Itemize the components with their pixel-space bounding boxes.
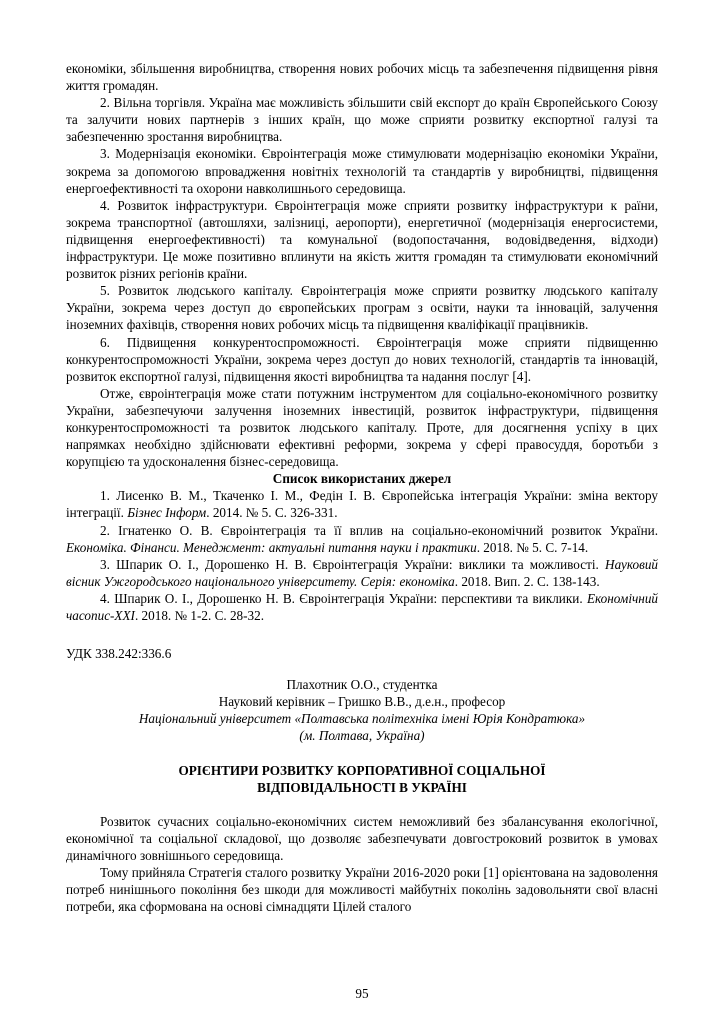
article-author: Плахотник О.О., студентка: [286, 677, 438, 693]
spacer-title: [66, 745, 658, 762]
udk-code: УДК 338.242:336.6: [66, 646, 172, 662]
reference-text-4: Шпарик О. І., Дорошенко Н. В. Євроінтеграція України: перспективи та виклики.: [114, 590, 587, 606]
reference-text-3: Шпарик О. І., Дорошенко Н. В. Євроінтеграція України: виклики та можливості.: [116, 556, 606, 572]
page-number: 95: [355, 986, 369, 1001]
references-section: [66, 470, 658, 624]
article-paragraph-1: Розвиток сучасних соціально-економічних систем неможливий без збалансування екологічної, економічної та соціальної складової, що дозволяє забезпечувати довгостроковий розвиток в умовах динамічного зовнішнього середовища.: [66, 813, 658, 863]
conclusion-paragraph: Отже, євроінтеграція може стати потужним інструментом для соціально-економічного розвитку України, забезпечуючи залучення іноземних інвестицій, розвиток інфраструктури, підвищення конкурентоспроможності та розвиток людського капіталу. Проте, для досягнення успіху в цих напрямках необхідно здійснювати ефективні реформи, зокрема у сфері правосуддя, боротьби з корупцією та удосконалення бізнес-середовища.: [66, 385, 658, 470]
article-paragraph-2: Тому прийняла Стратегія сталого розвитку України 2016-2020 роки [1] орієнтована на задоволення потреб нинішнього покоління без шкоди для можливості майбутніх поколінь задовольняти свої власні потреби, яка сформована на основі сімнадцяти Цілей сталого: [66, 865, 658, 915]
reference-text-1: Лисенко В. М., Ткаченко І. М., Федін І. В. Європейська інтеграція України: зміна вектору інтеграції.: [66, 488, 659, 521]
paragraph-continuation: економіки, збільшення виробництва, створення нових робочих місць та забезпечення підвищення рівня життя громадян.: [66, 61, 658, 94]
spacer: [66, 662, 658, 676]
reference-text-2: Ігнатенко О. В. Євроінтеграція та її вплив на соціально-економічний розвиток України.: [118, 522, 658, 538]
reference-number-1: 1.: [100, 488, 110, 504]
reference-tail-1: . 2014. № 5. С. 326-331.: [206, 505, 338, 521]
reference-tail-2: . 2018. № 5. С. 7-14.: [476, 539, 589, 555]
list-item-3: 3. Модернізація економіки. Євроінтеграція може стимулювати модернізацію економіки України, зокрема за допомогою впровадження новітніх технологій та стандартів у виробництві, підвищення енергоефективності та охорони навколишнього середовища.: [66, 146, 658, 196]
next-article-block: [66, 645, 658, 915]
reference-item-1: [66, 487, 658, 521]
article-title-line-1: ОРІЄНТИРИ РОЗВИТКУ КОРПОРАТИВНОЇ СОЦІАЛЬНОЇ: [178, 762, 546, 778]
references-heading: Список використаних джерел: [272, 471, 452, 487]
reference-item-4: [66, 590, 658, 624]
list-item-4: 4. Розвиток інфраструктури. Євроінтеграція може сприяти розвитку інфраструктури к раїни, зокрема транспортної (автошляхи, залізниці, аеропорти), енергетичної (модернізація енергосистеми, підвищення енергоефективності) та комунальної (водопостачання, водовідведення, відходи) інфраструктури. Це може позитивно вплинути на якість життя громадян та стимулювати економічний розвиток різних регіонів країни.: [66, 197, 658, 282]
reference-tail-3: . 2018. Вип. 2. С. 138-143.: [454, 573, 600, 589]
reference-number-3: 3.: [100, 556, 110, 572]
reference-source-4: Економічний часопис-ХХІ: [66, 590, 659, 623]
reference-number-4: 4.: [100, 590, 110, 606]
reference-source-1: Бізнес Інформ: [127, 505, 207, 521]
main-text-block: [66, 60, 658, 470]
article-title-line-2: ВІДПОВІДАЛЬНОСТІ В УКРАЇНІ: [257, 779, 467, 795]
spacer-body: [66, 796, 658, 813]
list-item-5: 5. Розвиток людського капіталу. Євроінтеграція може сприяти розвитку людського капіталу України, зокрема через доступ до європейських програм з освіти, науки та інновацій, залучення іноземних фахівців, створення нових робочих місць та підвищення кваліфікації працівників.: [66, 283, 658, 333]
reference-tail-4: . 2018. № 1-2. С. 28-32.: [134, 608, 265, 623]
article-affiliation: Національний університет «Полтавська політехніка імені Юрія Кондратюка»: [138, 711, 586, 727]
list-item-6: 6. Підвищення конкурентоспроможності. Євроінтеграція може сприяти підвищенню конкурентоспроможності України, зокрема через доступ до нових технологій, стандартів та інновацій, розвиток експортної галузі, підвищення якості виробництва та надання послуг [4].: [66, 334, 658, 384]
reference-number-2: 2.: [100, 522, 110, 538]
article-supervisor: Науковий керівник – Гришко В.В., д.е.н., професор: [218, 694, 506, 710]
list-item-2: 2. Вільна торгівля. Україна має можливість збільшити свій експорт до країн Європейського Союзу та залучити нових партнерів з інших країн, що може сприяти розвитку експортної галузі та забезпеченню зростання виробництва.: [66, 95, 658, 145]
reference-item-2: [66, 522, 658, 556]
article-city: (м. Полтава, Україна): [299, 728, 425, 744]
reference-source-3: Науковий вісник Ужгородського національного університету. Серія: економіка: [66, 556, 659, 589]
reference-item-3: [66, 556, 658, 590]
reference-source-2: Економіка. Фінанси. Менеджмент: актуальні питання науки і практики: [66, 539, 477, 555]
